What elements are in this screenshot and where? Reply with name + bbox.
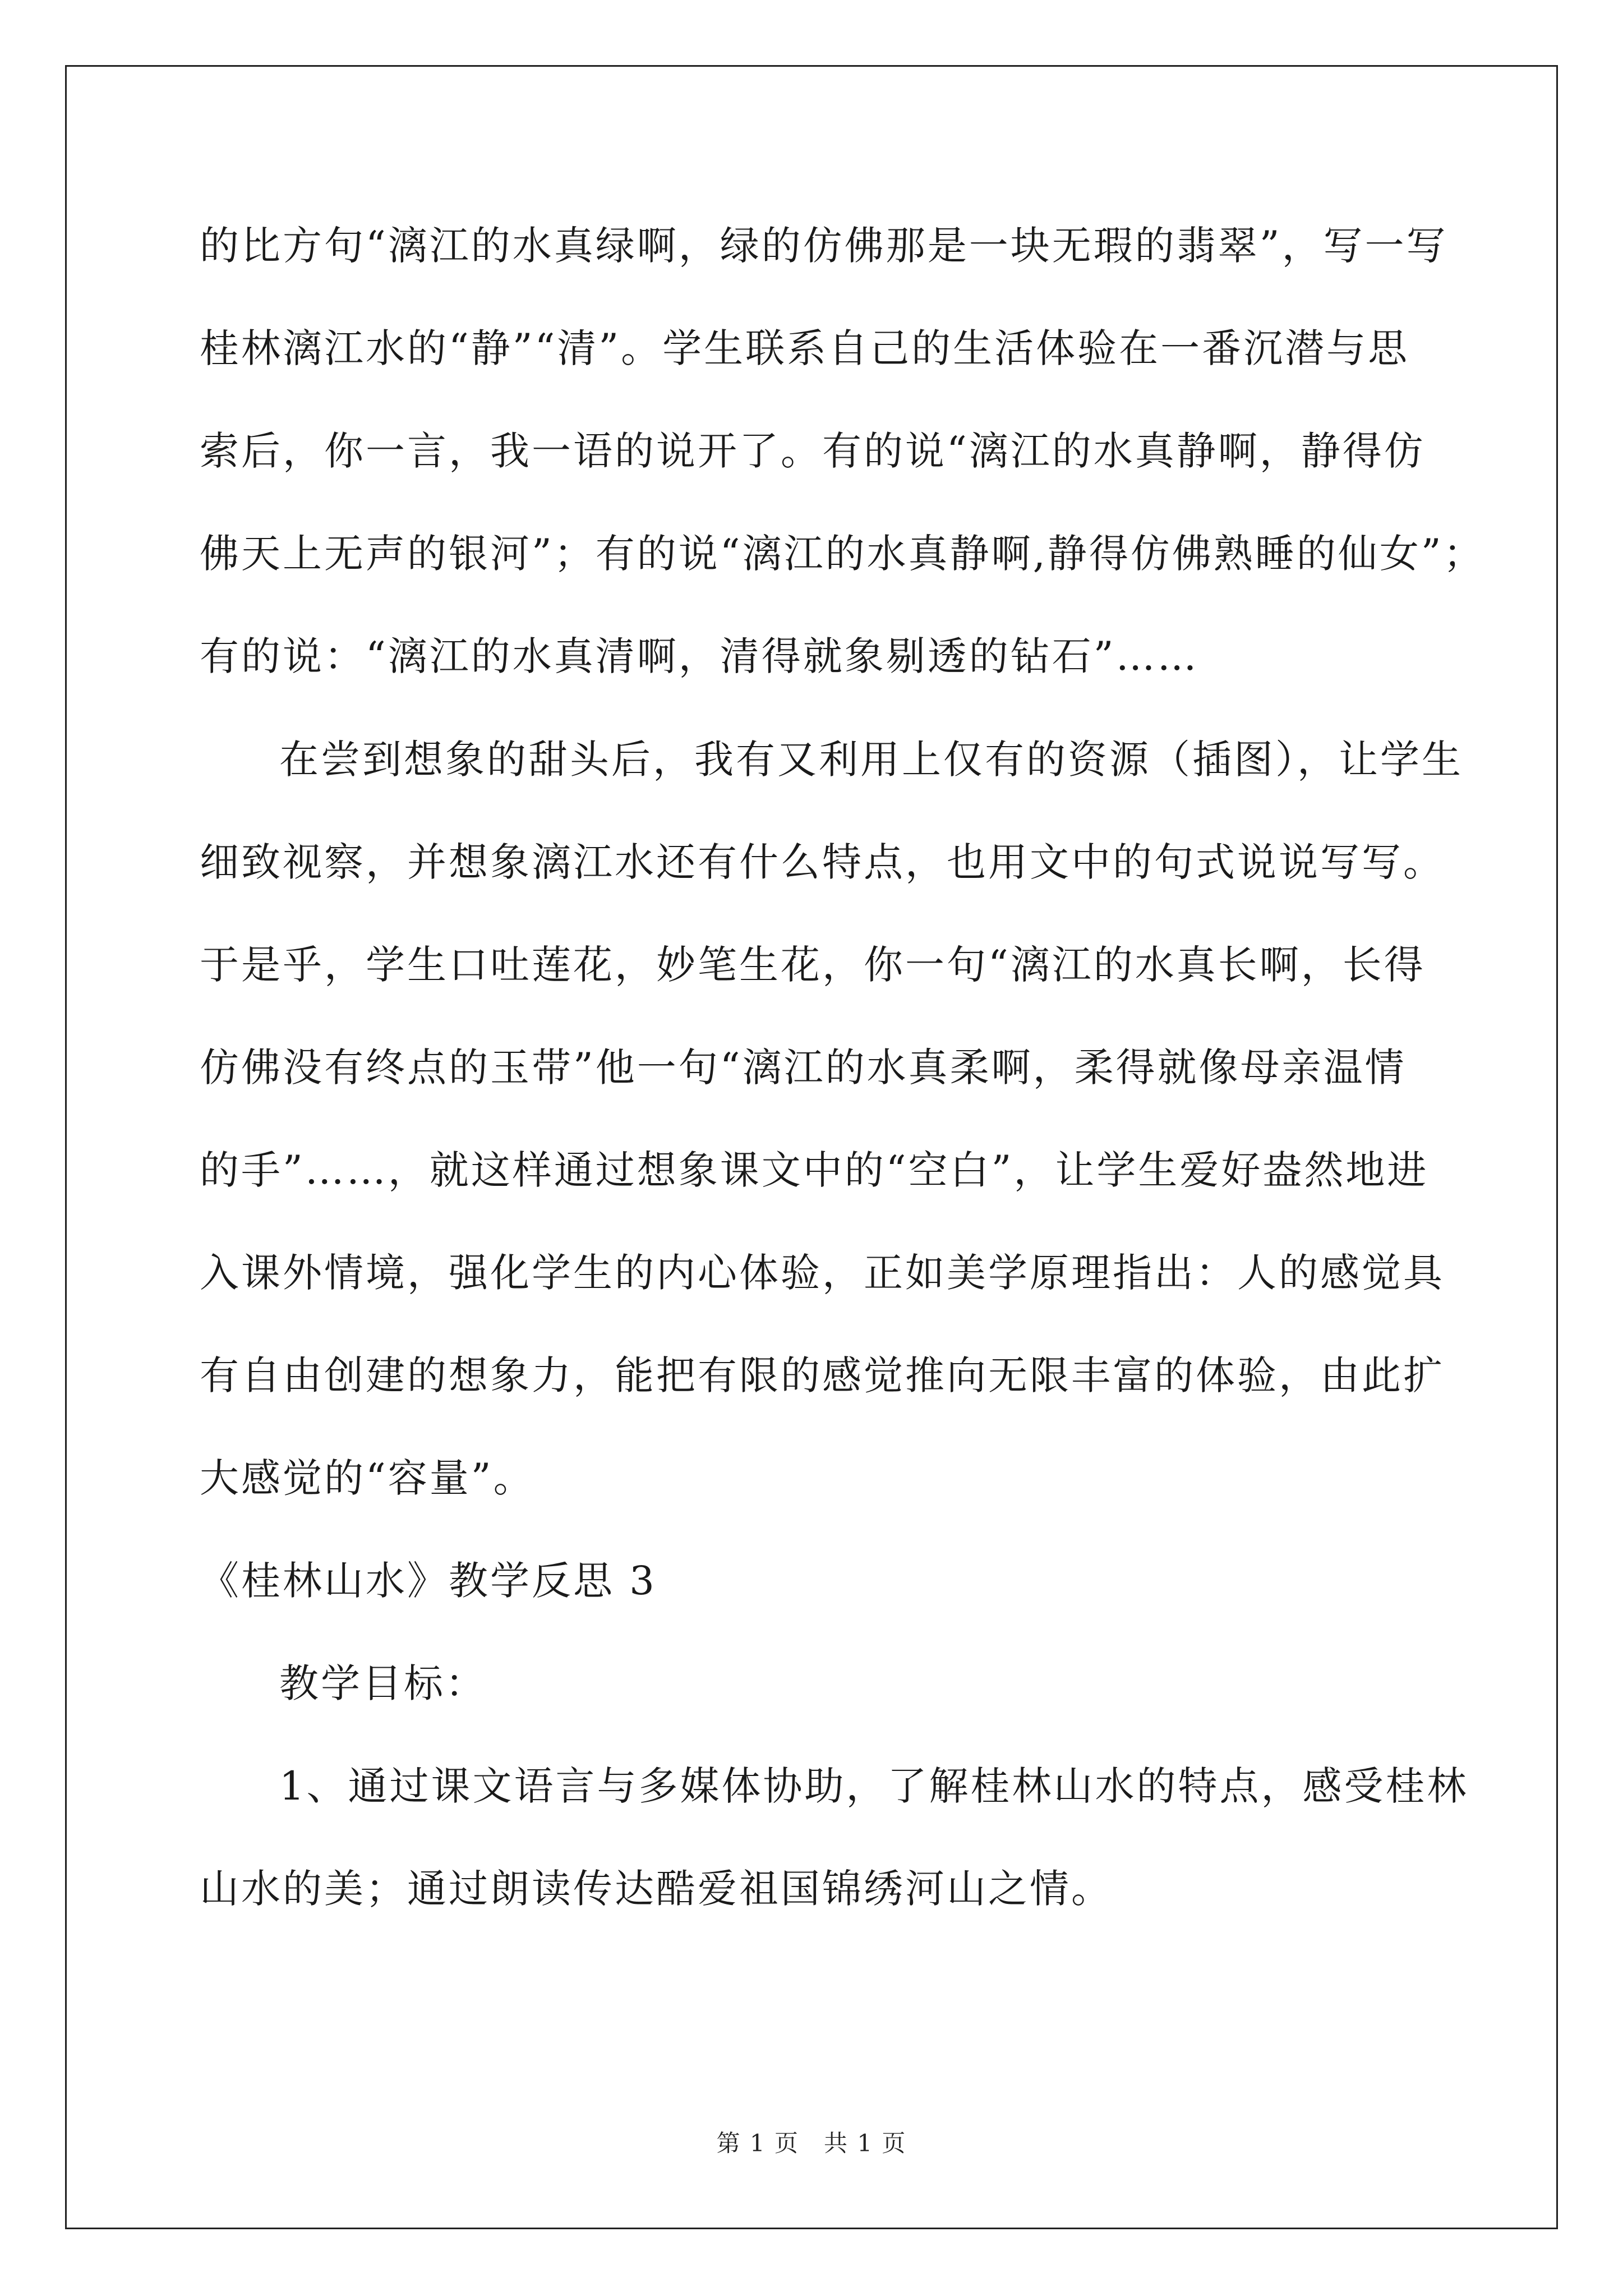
paragraph-line: 索后，你一言，我一语的说开了。有的说“漓江的水真静啊，静得仿 bbox=[200, 428, 1426, 474]
paragraph-line: 教学目标： bbox=[279, 1660, 487, 1706]
paragraph-line: 山水的美；通过朗读传达酷爱祖国锦绣河山之情。 bbox=[200, 1866, 1113, 1912]
section-heading: 《桂林山水》教学反思 3 bbox=[200, 1558, 657, 1604]
paragraph-line: 在尝到想象的甜头后，我有又利用上仅有的资源（插图），让学生 bbox=[279, 737, 1463, 783]
paragraph-line: 的手”……，就这样通过想象课文中的“空白”，让学生爱好盎然地进 bbox=[200, 1147, 1429, 1193]
paragraph-line: 的比方句“漓江的水真绿啊，绿的仿佛那是一块无瑕的翡翠”，写一写 bbox=[200, 223, 1448, 269]
paragraph-line: 1、通过课文语言与多媒体协助，了解桂林山水的特点，感受桂林 bbox=[279, 1763, 1469, 1809]
paragraph-line: 有的说：“漓江的水真清啊，清得就象剔透的钻石”…… bbox=[200, 633, 1199, 679]
paragraph-line: 入课外情境，强化学生的内心体验，正如美学原理指出：人的感觉具 bbox=[200, 1250, 1445, 1296]
paragraph-line: 细致视察，并想象漓江水还有什么特点，也用文中的句式说说写写。 bbox=[200, 839, 1445, 885]
paragraph-line: 大感觉的“容量”。 bbox=[200, 1455, 535, 1501]
paragraph-line: 有自由创建的想象力，能把有限的感觉推向无限丰富的体验，由此扩 bbox=[200, 1352, 1445, 1398]
paragraph-line: 于是乎，学生口吐莲花，妙笔生花，你一句“漓江的水真长啊，长得 bbox=[200, 942, 1426, 988]
page-footer: 第 1 页 共 1 页 bbox=[716, 2129, 907, 2157]
paragraph-line: 佛天上无声的银河”；有的说“漓江的水真静啊,静得仿佛熟睡的仙女”； bbox=[200, 531, 1485, 577]
paragraph-line: 仿佛没有终点的玉带”他一句“漓江的水真柔啊，柔得就像母亲温情 bbox=[200, 1045, 1407, 1091]
paragraph-line: 桂林漓江水的“静”“清”。学生联系自己的生活体验在一番沉潜与思 bbox=[200, 325, 1410, 371]
